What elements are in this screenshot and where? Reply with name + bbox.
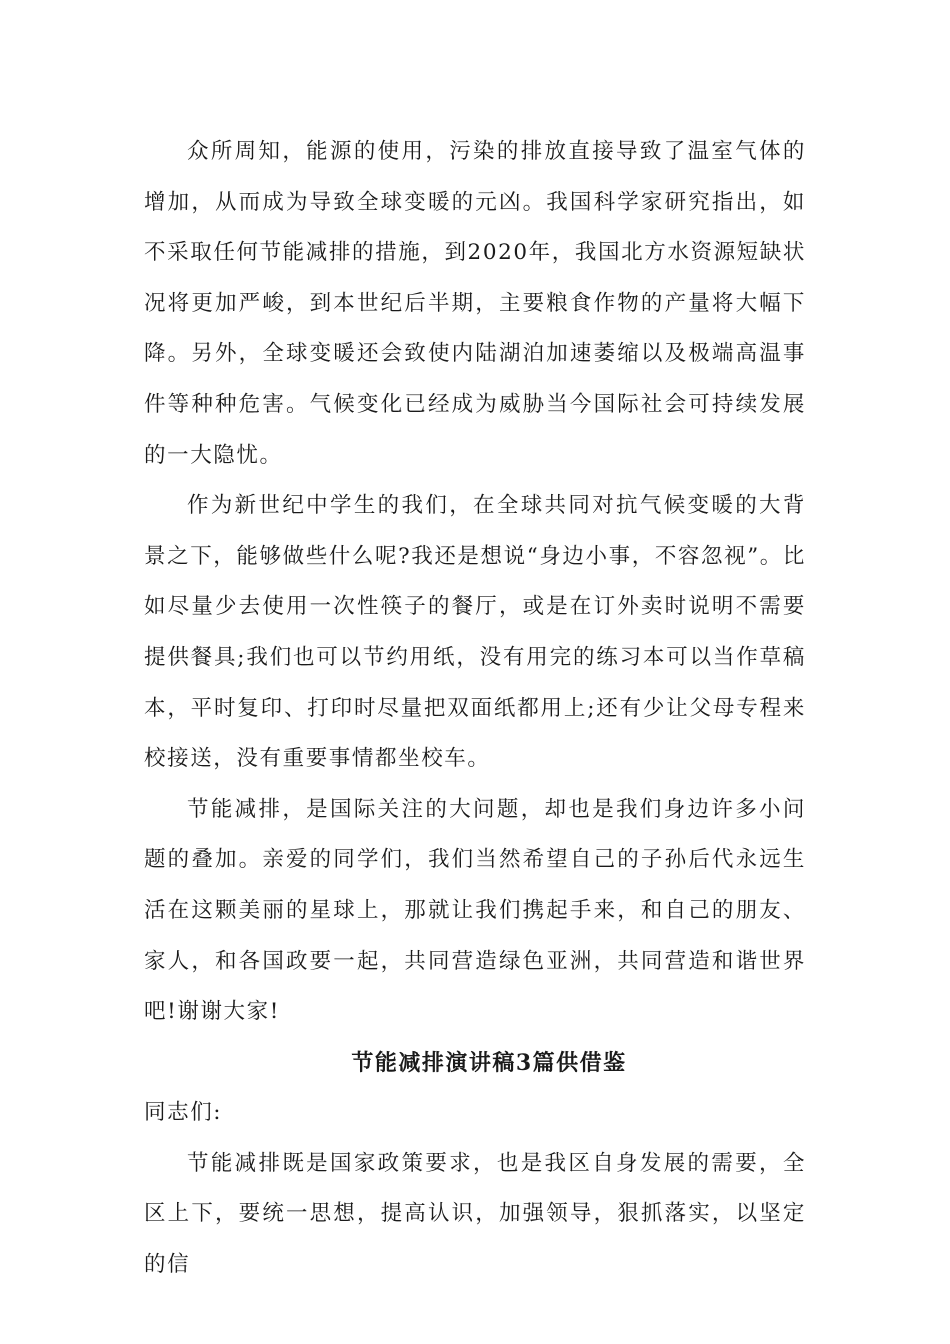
paragraph-policy-intro: 节能减排既是国家政策要求，也是我区自身发展的需要，全区上下，要统一思想，提高认识，加强领导，狠抓落实，以坚定的信 bbox=[144, 1150, 806, 1278]
paragraph-student-actions: 作为新世纪中学生的我们，在全球共同对抗气候变暖的大背景之下，能够做些什么呢?我还是想说“身边小事，不容忽视”。比如尽量少去使用一次性筷子的餐厅，或是在订外卖时说明不需要提供餐具;我们也可以节约用纸，没有用完的练习本可以当作草稿本，平时复印、打印时尽量把双面纸都用上;还有少让父母专程来校接送，没有重要事情都坐校车。 bbox=[144, 493, 807, 772]
section-heading: 节能减排演讲稿3篇供借鉴 bbox=[351, 1049, 627, 1076]
paragraph-climate-impact: 众所周知，能源的使用，污染的排放直接导致了温室气体的增加，从而成为导致全球变暖的元凶。我国科学家研究指出，如不采取任何节能减排的措施，到2020年，我国北方水资源短缺状况将更加严峻，到本世纪后半期，主要粮食作物的产量将大幅下降。另外，全球变暖还会致使内陆湖泊加速萎缩以及极端高温事件等种种危害。气候变化已经成为威胁当今国际社会可持续发展的一大隐忧。 bbox=[144, 139, 806, 468]
salutation: 同志们: bbox=[144, 1100, 223, 1126]
paragraph-closing-appeal: 节能减排，是国际关注的大问题，却也是我们身边许多小问题的叠加。亲爱的同学们，我们当然希望自己的子孙后代永远生活在这颗美丽的星球上，那就让我们携起手来，和自己的朋友、家人，和各国政要一起，共同营造绿色亚洲，共同营造和谐世界吧!谢谢大家! bbox=[144, 796, 806, 1025]
document-body bbox=[144, 127, 806, 1291]
